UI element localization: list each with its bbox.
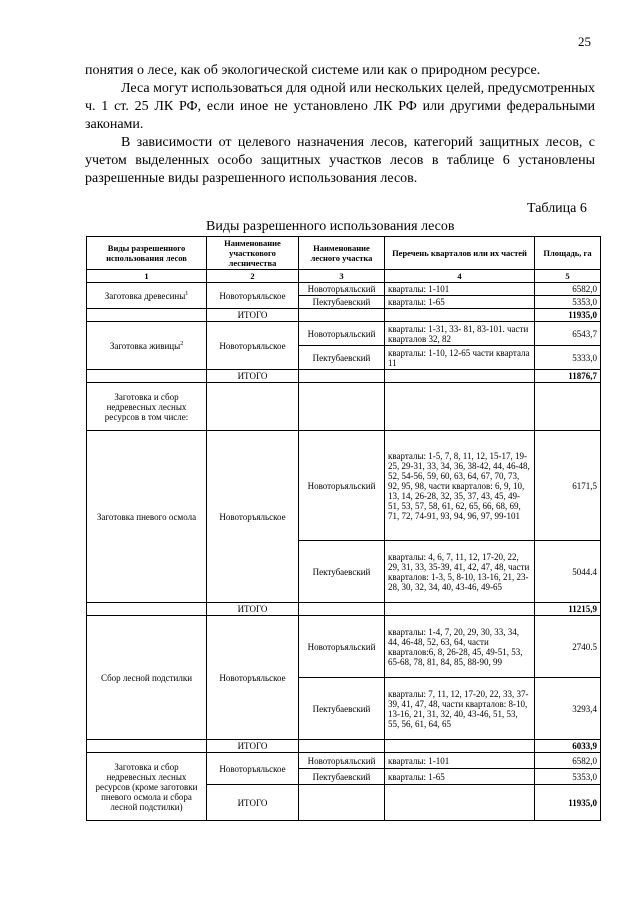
forestry-cell: Новоторъяльское: [207, 283, 299, 309]
quarters-cell: кварталы: 1-65: [385, 296, 535, 309]
col-num: 5: [535, 270, 601, 283]
empty-cell: [299, 785, 385, 821]
area-cell: 3293,4: [535, 678, 601, 740]
empty-cell: [385, 370, 535, 383]
total-label: ИТОГО: [207, 309, 299, 322]
paragraph-3: В зависимости от целевого назначения лесов, категорий защитных лесов, с учетом выделенных особо защитных участков лесов в таблице 6 установлены разрешенные виды разрешенного использования лесов.: [85, 135, 595, 186]
total-row: [87, 309, 601, 322]
use-type-cell: [87, 322, 207, 370]
empty-cell: [87, 309, 207, 322]
empty-cell: [385, 383, 535, 431]
area-cell: 5044.4: [535, 541, 601, 603]
site-cell: Новоторъяльский: [299, 283, 385, 296]
header-use-type: Виды разрешенного использования лесов: [87, 237, 207, 270]
total-label: ИТОГО: [207, 370, 299, 383]
total-row: [87, 603, 601, 616]
quarters-cell: кварталы: 1-101: [385, 283, 535, 296]
quarters-cell: кварталы: 1-65: [385, 769, 535, 785]
quarters-cell: кварталы: 1-4, 7, 20, 29, 30, 33, 34, 44, 46-48, 52, 63, 64, части кварталов:6, 8, 26-28, 45, 49-51, 53, 65-68, 78, 81, 84, 85, 88-90, 99: [385, 616, 535, 678]
empty-cell: [87, 740, 207, 753]
site-cell: Пектубаевский: [299, 541, 385, 603]
use-type-cell: Заготовка и сбор недревесных лесных ресурсов (кроме заготовки пневого осмола и сбора лесной подстилки): [87, 753, 207, 821]
paragraph-2: Леса могут использоваться для одной или нескольких целей, предусмотренных ч. 1 ст. 25 ЛК РФ, если иное не установлено ЛК РФ или другими федеральными законами.: [85, 81, 595, 132]
total-value: 6033,9: [535, 740, 601, 753]
site-cell: Новоторъяльский: [299, 431, 385, 541]
forestry-cell: Новоторъяльское: [207, 431, 299, 603]
empty-cell: [385, 309, 535, 322]
area-cell: 6543,7: [535, 322, 601, 346]
total-value: 11876,7: [535, 370, 601, 383]
empty-cell: [385, 603, 535, 616]
forestry-cell: Новоторъяльское: [207, 753, 299, 785]
area-cell: 5353,0: [535, 769, 601, 785]
empty-cell: [299, 309, 385, 322]
area-cell: 6582,0: [535, 753, 601, 769]
table-label: Таблица 6: [527, 201, 587, 216]
total-value: 11935,0: [535, 785, 601, 821]
empty-cell: [299, 383, 385, 431]
site-cell: Пектубаевский: [299, 678, 385, 740]
forest-use-table: [86, 236, 601, 821]
table-row: [87, 383, 601, 431]
table-row: [87, 322, 601, 346]
empty-cell: [385, 740, 535, 753]
empty-cell: [385, 785, 535, 821]
use-type-cell: Заготовка и сбор недревесных лесных ресурсов в том числе:: [87, 383, 207, 431]
table-row: [87, 283, 601, 296]
use-type-cell: Сбор лесной подстилки: [87, 616, 207, 740]
total-value: 11935,0: [535, 309, 601, 322]
footnote-mark: 2: [180, 340, 184, 347]
quarters-cell: кварталы: 7, 11, 12, 17-20, 22, 33, 37-39, 41, 47, 48, части кварталов: 8-10, 13-16, 21, 31, 32, 40, 43-46, 51, 53, 55, 56, 61, 64, 65: [385, 678, 535, 740]
use-type-label: Заготовка живицы: [109, 340, 181, 351]
empty-cell: [87, 370, 207, 383]
quarters-cell: кварталы: 4, 6, 7, 11, 12, 17-20, 22, 29, 31, 33, 35-39, 41, 42, 47, 48, части кварталов: 1-3, 5, 8-10, 13-16, 21, 23-28, 30, 32, 34, 40, 43-46, 49-65: [385, 541, 535, 603]
col-num: 2: [207, 270, 299, 283]
quarters-cell: кварталы: 1-101: [385, 753, 535, 769]
empty-cell: [299, 603, 385, 616]
total-label: ИТОГО: [207, 740, 299, 753]
table-row: [87, 431, 601, 541]
quarters-cell: кварталы: 1-10, 12-65 части квартала 11: [385, 346, 535, 370]
empty-cell: [299, 740, 385, 753]
col-num: 1: [87, 270, 207, 283]
header-site: Наименование лесного участка: [299, 237, 385, 270]
forestry-cell: Новоторъяльское: [207, 616, 299, 740]
site-cell: Пектубаевский: [299, 346, 385, 370]
site-cell: Новоторъяльский: [299, 616, 385, 678]
area-cell: 5333,0: [535, 346, 601, 370]
site-cell: Пектубаевский: [299, 296, 385, 309]
col-num: 4: [385, 270, 535, 283]
footnote-mark: 1: [185, 290, 189, 297]
area-cell: 2740.5: [535, 616, 601, 678]
header-forestry: Наименование участкового лесничества: [207, 237, 299, 270]
area-cell: 5353,0: [535, 296, 601, 309]
use-type-label: Заготовка древесины: [104, 290, 186, 301]
area-cell: 6582,0: [535, 283, 601, 296]
site-cell: Новоторъяльский: [299, 322, 385, 346]
total-value: 11215,9: [535, 603, 601, 616]
empty-cell: [535, 383, 601, 431]
area-cell: 6171,5: [535, 431, 601, 541]
total-label: ИТОГО: [207, 603, 299, 616]
quarters-cell: кварталы: 1-5, 7, 8, 11, 12, 15-17, 19-25, 29-31, 33, 34, 36, 38-42, 44, 46-48, 52, 54-56, 59, 60, 63, 64, 67, 70, 73, 92, 95, 98, части кварталов: 6, 9, 10, 13, 14, 26-28, 32, 35, 37, 43, 45, 49-51, 53, 57, 58, 61, 62, 65, 66, 68, 69, 71, 72, 74-91, 93, 94, 96, 97, 99-101: [385, 431, 535, 541]
quarters-cell: кварталы: 1-31, 33- 81, 83-101. части кварталов 32, 82: [385, 322, 535, 346]
total-label: ИТОГО: [207, 785, 299, 821]
header-area: Площадь, га: [535, 237, 601, 270]
use-type-cell: [87, 283, 207, 309]
total-row: [87, 370, 601, 383]
empty-cell: [299, 370, 385, 383]
table-row: [87, 753, 601, 769]
total-row: [87, 740, 601, 753]
col-num: 3: [299, 270, 385, 283]
empty-cell: [207, 383, 299, 431]
column-number-row: [87, 270, 601, 283]
use-type-cell: Заготовка пневого осмола: [87, 431, 207, 603]
site-cell: Пектубаевский: [299, 769, 385, 785]
page-number: 25: [578, 34, 591, 49]
header-quarters: Перечень кварталов или их частей: [385, 237, 535, 270]
paragraph-1: понятия о лесе, как об экологической системе или как о природном ресурсе.: [85, 63, 541, 78]
table-header-row: [87, 237, 601, 270]
forestry-cell: Новоторъяльское: [207, 322, 299, 370]
table-title: Виды разрешенного использования лесов: [206, 219, 455, 234]
table-row: [87, 616, 601, 678]
site-cell: Новоторъяльский: [299, 753, 385, 769]
empty-cell: [87, 603, 207, 616]
